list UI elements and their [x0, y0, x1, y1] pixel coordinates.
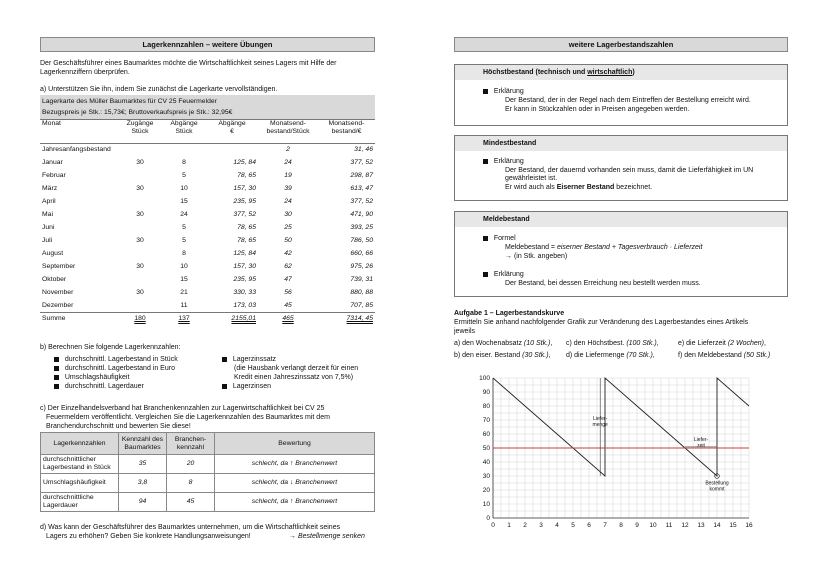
x-tick-label: 10: [649, 522, 657, 529]
x-tick-label: 14: [713, 522, 721, 529]
table-cell: 125, 84: [233, 159, 256, 166]
y-tick-label: 80: [482, 403, 490, 411]
table-cell: 24: [284, 159, 292, 166]
card-title: Lagerkarte des Müller Baumarktes für CV 25 Feuermelder: [40, 95, 375, 107]
table-cell: 235, 95: [233, 198, 256, 205]
box-title: Meldebestand: [455, 212, 787, 227]
y-tick-label: 40: [482, 459, 490, 467]
table-cell: [162, 143, 206, 156]
y-tick-label: 60: [482, 431, 490, 439]
table-cell: Oktober: [42, 276, 67, 283]
box-text: Der Bestand, der dauernd vorhanden sein muss, damit die Lieferfähigkeit im UN: [505, 167, 754, 174]
table-cell: 30: [136, 289, 144, 296]
table-cell: 235, 95: [233, 276, 256, 283]
table-cell: 298, 87: [350, 172, 373, 179]
table-cell: 173, 03: [233, 301, 256, 309]
table-cell: 5: [182, 237, 186, 244]
table-cell: März: [42, 185, 58, 192]
x-tick-label: 9: [635, 522, 639, 529]
meldebestand-box: [454, 211, 788, 297]
table-cell: 62: [284, 263, 292, 270]
table-row: [40, 247, 375, 260]
table-cell: 20: [167, 455, 215, 474]
table-cell: 30: [136, 211, 144, 218]
table-row: [40, 273, 375, 286]
table-cell: Dezember: [42, 301, 74, 309]
task-b: b) Berechnen Sie folgende Lagerkennzahlen:: [40, 344, 181, 351]
table-row: [40, 208, 375, 221]
task-c-1: c) Der Einzelhandelsverband hat Branchenkennzahlen zur Lagerwirtschaftlichkeit bei CV 25: [40, 405, 325, 412]
card-prices: Bezugspreis je Stk.: 15,73€; Bruttoverkaufspreis je Stk.: 32,95€: [40, 107, 375, 119]
opening-stock-row: [40, 143, 375, 156]
table-cell: 24: [284, 198, 292, 205]
table-cell: Juni: [42, 224, 55, 231]
y-tick-label: 70: [482, 417, 490, 425]
table-cell: 377, 52: [350, 198, 373, 205]
table-row: [40, 260, 375, 273]
table-cell: 880, 88: [350, 289, 373, 296]
table-cell: schlecht, da ↑ Branchenwert: [215, 493, 375, 512]
table-cell: 8: [182, 250, 186, 257]
table-cell: 45: [284, 301, 292, 309]
table-cell: Januar: [42, 159, 63, 166]
table-cell: 78, 65: [237, 224, 256, 231]
table-cell: 47: [284, 276, 292, 283]
table-cell: [118, 247, 162, 260]
list-item: durchschnittl. Lagerdauer: [54, 382, 178, 391]
answer-a: a) den Wochenabsatz (10 Stk.),: [454, 340, 553, 347]
table-cell: 613, 47: [350, 185, 373, 192]
table-cell: November: [42, 289, 74, 296]
list-item: durchschnittl. Lagerbestand in Euro: [54, 364, 178, 373]
table-header: Monat Zugänge Stück Abgänge Stück Abgänge € Monatsend- bestand/Stück Monatsend- bestand/€: [40, 119, 375, 143]
task-d-answer: → Bestellmenge senken: [289, 533, 365, 540]
table-cell: Juli: [42, 237, 53, 244]
table-cell: 78, 65: [237, 237, 256, 244]
table-cell: 2: [286, 146, 290, 154]
table-cell: durchschnittliche Lagerdauer: [41, 493, 119, 512]
table-cell: 42: [284, 250, 292, 257]
answer-c: c) den Höchstbest. (100 Stk.),: [566, 340, 659, 347]
table-cell: [118, 195, 162, 208]
table-row: [40, 221, 375, 234]
x-tick-label: 12: [681, 522, 689, 529]
list-item: Umschlagshäufigkeit: [54, 373, 178, 382]
x-tick-label: 8: [619, 522, 623, 529]
y-tick-label: 20: [482, 487, 490, 495]
list-item: durchschnittl. Lagerbestand in Stück: [54, 355, 178, 364]
table-cell: 10: [180, 263, 188, 270]
table-cell: 393, 25: [350, 224, 373, 231]
task-c-3: Branchendurchschnitt und bewerten Sie diese!: [46, 423, 191, 430]
answer-d: d) die Liefermenge (70 Stk.),: [566, 352, 655, 359]
table-cell: 19: [284, 172, 292, 179]
table-row: [41, 474, 375, 493]
table-cell: 660, 66: [350, 250, 373, 257]
table-row: [41, 455, 375, 474]
annotation-label: Bestellung kommt: [705, 480, 729, 493]
answer-b: b) den eiser. Bestand (30 Stk.),: [454, 352, 551, 359]
box-title: Mindestbestand: [455, 136, 787, 151]
box-title: Höchstbestand (technisch und wirtschaftlich): [455, 65, 787, 80]
table-cell: 94: [119, 493, 167, 512]
x-tick-label: 13: [697, 522, 705, 529]
table-cell: 15: [180, 198, 188, 205]
lagerbestand-chart: [476, 370, 766, 534]
box-text: gewährleistet ist.: [505, 175, 558, 182]
box-label: Erklärung: [483, 87, 524, 96]
list-note: Kredit einen Jahreszinssatz von 7,5%): [234, 374, 354, 381]
table-cell: 5: [182, 224, 186, 231]
x-tick-label: 1: [507, 522, 511, 529]
formula: Meldebestand = eiserner Bestand + Tagesverbrauch · Lieferzeit: [505, 244, 703, 251]
hoechstbestand-box: [454, 64, 788, 126]
y-tick-label: 0: [486, 515, 490, 523]
table-cell: 35: [119, 455, 167, 474]
table-cell: 25: [284, 224, 292, 231]
table-cell: 786, 50: [350, 237, 373, 244]
annotation-label: Liefer-zeit: [693, 437, 709, 449]
y-tick-label: 90: [482, 389, 490, 397]
table-cell: 56: [284, 289, 292, 296]
b-list-col2: [222, 355, 358, 391]
table-cell: 330, 33: [233, 289, 256, 296]
intro-line-1: Der Geschäftsführer eines Baumarktes möchte die Wirtschaftlichkeit seines Lagers mit Hilfe der: [40, 60, 337, 67]
x-tick-label: 5: [571, 522, 575, 529]
table-cell: 39: [284, 185, 292, 192]
table-cell: schlecht, da ↓ Branchenwert: [215, 474, 375, 493]
box-text: Er wird auch als Eiserner Bestand bezeichnet.: [505, 184, 653, 191]
mindestbestand-box: [454, 135, 788, 201]
table-cell: 471, 90: [350, 211, 373, 218]
table-cell: 78, 65: [237, 172, 256, 179]
table-cell: 125, 84: [233, 250, 256, 257]
table-cell: Jahresanfangsbestand: [42, 146, 111, 154]
x-tick-label: 15: [729, 522, 737, 529]
table-cell: September: [42, 263, 76, 270]
table-row: [40, 195, 375, 208]
task-d-1: d) Was kann der Geschäftsführer des Baumarktes unternehmen, um die Wirtschaftlichkeit seines: [40, 524, 341, 531]
lagerkarte-table: [40, 95, 375, 325]
table-cell: [118, 169, 162, 182]
table-cell: 10: [180, 185, 188, 192]
table-cell: 707, 85: [350, 301, 373, 309]
x-tick-label: 3: [539, 522, 543, 529]
table-cell: 8: [182, 159, 186, 166]
table-cell: 21: [180, 289, 188, 296]
table-cell: Mai: [42, 211, 53, 218]
answer-e: e) die Lieferzeit (2 Wochen),: [678, 340, 766, 347]
table-cell: 3,8: [119, 474, 167, 493]
table-cell: [206, 143, 258, 156]
table-cell: 975, 26: [350, 263, 373, 270]
table-cell: 377, 52: [350, 159, 373, 166]
x-tick-label: 0: [491, 522, 495, 529]
x-tick-label: 11: [665, 522, 673, 529]
task-1-intro-2: jeweils: [454, 328, 476, 335]
table-cell: 30: [136, 263, 144, 270]
box-label: Erklärung: [483, 157, 524, 166]
x-tick-label: 7: [603, 522, 607, 529]
comparison-header: Lagerkennzahlen Kennzahl des Baumarktes Branchen-kennzahl Bewertung: [41, 433, 375, 455]
table-cell: 377, 52: [233, 211, 256, 218]
right-section-title: weitere Lagerbestandszahlen: [454, 37, 788, 52]
intro-line-2: Lagerkennziffern überprüfen.: [40, 69, 130, 76]
table-cell: 157, 30: [233, 185, 256, 192]
table-cell: 739, 31: [350, 276, 373, 283]
list-note: (die Hausbank verlangt derzeit für einen: [234, 365, 359, 372]
annotation-label: Liefer-menge: [592, 416, 608, 428]
left-section-title: Lagerkennzahlen – weitere Übungen: [40, 37, 375, 52]
table-cell: Februar: [42, 172, 66, 179]
x-tick-label: 2: [523, 522, 527, 529]
task-c-2: Feuermeldern veröffentlicht. Vergleichen Sie die Lagerkennzahlen des Baumarktes mit dem: [46, 414, 330, 421]
list-item: Lagerzinsen: [222, 382, 358, 391]
answer-f: f) den Meldebestand (50 Stk.): [678, 352, 771, 359]
table-cell: 8: [167, 474, 215, 493]
comparison-table: [40, 432, 375, 512]
table-cell: 30: [136, 159, 144, 166]
table-row: [40, 234, 375, 247]
y-tick-label: 50: [482, 445, 490, 453]
box-label: Formel: [483, 234, 516, 243]
box-text: Er kann in Stückzahlen oder in Preisen angegeben werden.: [505, 106, 690, 113]
list-item: Lagerzinssatz: [222, 355, 358, 364]
task-1-intro-1: Ermitteln Sie anhand nachfolgender Grafik zur Veränderung des Lagerbestandes eines Artikels: [454, 319, 749, 326]
table-cell: 31, 46: [354, 146, 373, 154]
table-cell: 30: [136, 185, 144, 192]
table-cell: August: [42, 250, 64, 257]
table-cell: 15: [180, 276, 188, 283]
box-text: Der Bestand, bei dessen Erreichung neu bestellt werden muss.: [505, 280, 701, 287]
task-1-title: Aufgabe 1 – Lagerbestandskurve: [454, 310, 565, 317]
table-cell: [118, 143, 162, 156]
x-tick-label: 6: [587, 522, 591, 529]
task-d-2: Lagers zu erhöhen? Geben Sie konkrete Handlungsanweisungen!: [46, 533, 251, 540]
table-cell: 11: [180, 301, 188, 309]
table-cell: 30: [284, 211, 292, 218]
table-cell: [118, 299, 162, 312]
y-tick-label: 30: [482, 473, 490, 481]
table-row: [40, 286, 375, 299]
table-cell: 45: [167, 493, 215, 512]
y-tick-label: 10: [482, 501, 490, 509]
box-text: Der Bestand, der in der Regel nach dem Eintreffen der Bestellung erreicht wird.: [505, 97, 751, 104]
b-list-col1: [54, 355, 178, 391]
table-row: [40, 299, 375, 312]
table-row: [40, 169, 375, 182]
table-cell: [118, 221, 162, 234]
table-cell: schlecht, da ↑ Branchenwert: [215, 455, 375, 474]
table-row: [40, 156, 375, 169]
formula-note: → (in Stk. angeben): [505, 253, 568, 260]
table-cell: [118, 273, 162, 286]
x-tick-label: 16: [745, 522, 753, 529]
table-cell: Umschlagshäufigkeit: [41, 474, 119, 493]
y-tick-label: 100: [479, 375, 490, 383]
table-cell: 157, 30: [233, 263, 256, 270]
table-cell: 5: [182, 172, 186, 179]
x-tick-label: 4: [555, 522, 559, 529]
box-label: Erklärung: [483, 270, 524, 279]
table-cell: 24: [180, 211, 188, 218]
table-cell: 30: [136, 237, 144, 244]
table-cell: 50: [284, 237, 292, 244]
table-cell: durchschnittlicher Lagerbestand in Stück: [41, 455, 119, 474]
table-row: [40, 182, 375, 195]
task-a: a) Unterstützen Sie ihn, indem Sie zunächst die Lagerkarte vervollständigen.: [40, 86, 278, 93]
table-cell: April: [42, 198, 56, 205]
table-row: [41, 493, 375, 512]
sum-row: Summe 180 137 2155,01 465 7314, 45: [40, 312, 375, 325]
